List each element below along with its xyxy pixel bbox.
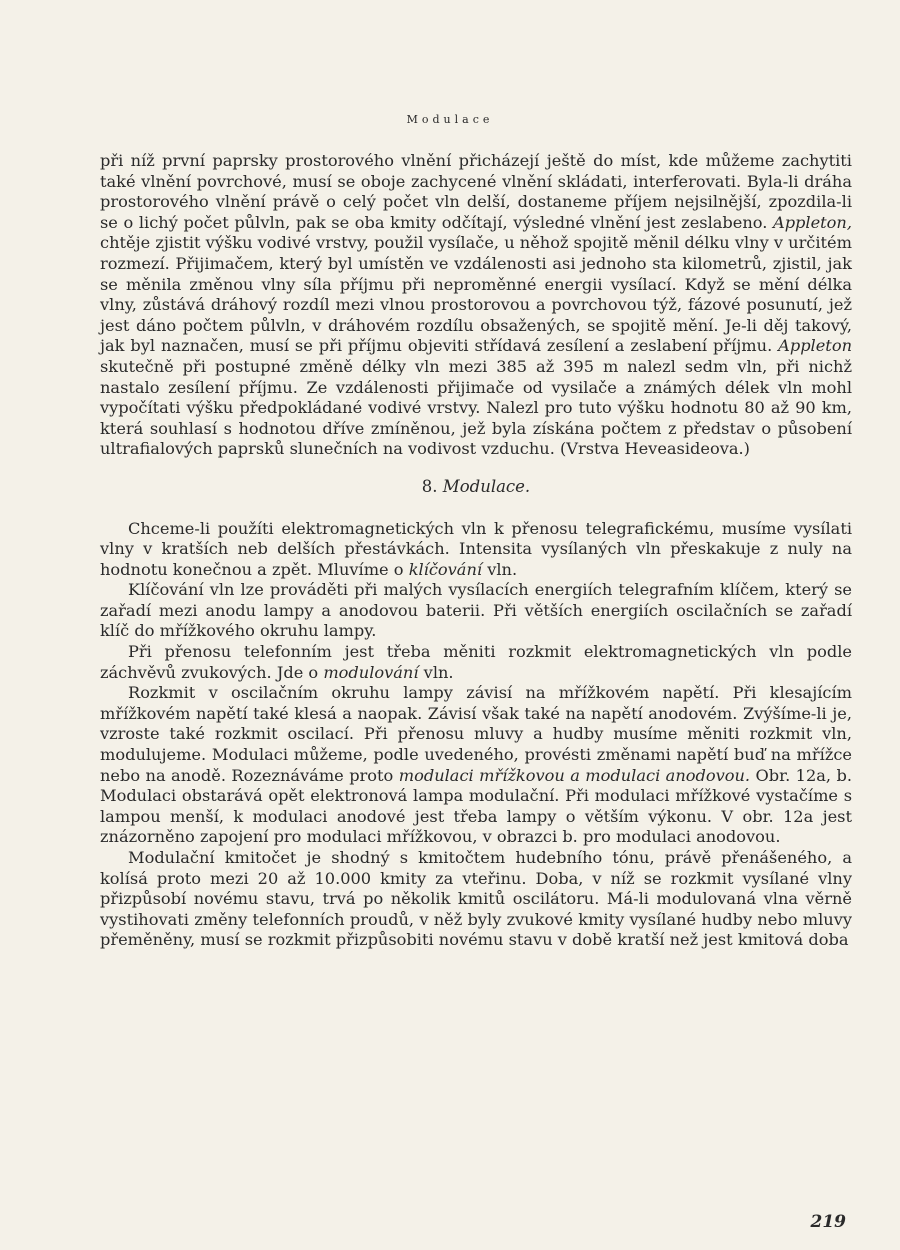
text-run: Rozkmit v oscilačním okruhu lampy závisí na mřížkovém napětí. Při klesajícím mřížkovém napětí také klesá a naopak. Závisí však také na napětí anodovém. Zvýšíme-li je, vzroste také rozkmit oscilací. Při přenosu mluvy a hudby musíme měniti rozkmit vln, modulujeme. Modulaci můžeme, podle uvedeného, provésti změnami napětí buď na mřížce nebo na anodě. Rozeznáváme proto [100,683,852,785]
section-title: Modulace. [442,476,531,496]
paragraph [100,848,852,951]
paragraph [100,642,852,683]
paragraph [100,683,852,848]
text-before-section [100,151,852,460]
italic-text: modulaci mřížkovou a modulaci anodovou. [398,765,751,785]
text-run: Obr. 12a, b. Modulaci obstarává opět elektronová lampa modulační. Při modulaci mřížkové vystačíme s lampou menší, k modulaci anodové jest třeba lampy o větším výkonu. V obr. 12a jest znázorněno zapojení pro modulaci mřížkovou, v obrazci b. pro modulaci anodovou. [100,765,853,847]
paragraph [100,580,852,642]
italic-text: Appleton [778,336,852,356]
section-heading [100,477,852,498]
text-run: vln. [418,662,454,682]
text-run: vln. [482,559,518,579]
body-text [100,151,852,951]
italic-text: modulování [323,662,419,682]
paragraph [100,519,852,581]
text-run: při níž první paprsky prostorového vlnění přicházejí ještě do míst, kde můžeme zachytiti také vlnění povrchové, musí se oboje zachycené vlnění skládati, interferovati. Byla-li dráha prostorového vlnění právě o celý počet vln delší, dostaneme příjem nejsilnější, zpozdila-li se o lichý počet půlvln, pak se oba kmity odčítají, výsledné vlnění jest zeslabeno. [100,151,852,232]
text-run: Klíčování vln lze prováděti při malých vysílacích energiích telegrafním klíčem, který se zařadí mezi anodu lampy a anodovou baterii. Při větších energiích oscilačních se zařadí klíč do mřížkového okruhu lampy. [100,580,852,641]
text-after-section [100,519,852,951]
section-number: 8. [421,476,438,496]
running-head: Modulace [406,113,494,126]
italic-text: Appleton, [773,212,852,232]
text-run: Modulační kmitočet je shodný s kmitočtem hudebního tónu, právě přenášeného, a kolísá proto mezi 20 až 10.000 kmity za vteřinu. Doba, v níž se rozkmit vysílané vlny přizpůsobí novému stavu, trvá po několik kmitů oscilátoru. Má-li modulovaná vlna věrně vystihovati změny telefonních proudů, v něž byly zvukové kmity vysílané hudby nebo mluvy přeměněny, musí se rozkmit přizpůsobiti novému stavu v době kratší než jest kmitová doba [100,848,852,950]
text-run: chtěje zjistit výšku vodivé vrstvy, použil vysílače, u něhož spojitě měnil délku vlny v určitém rozmezí. Přijimačem, který byl umístěn ve vzdálenosti asi jednoho sta kilometrů, zjistil, jak se měnila změnou vlny síla příjmu při neproměnné energii vysílací. Když se mění délka vlny, zůstává dráhový rozdíl mezi vlnou prostorovou a povrchovou týž, fázové posunutí, jež jest dáno počtem půlvln, v dráhovém rozdílu obsažených, se spojitě mění. Je-li děj takový, jak byl naznačen, musí se při příjmu objeviti střídavá zesílení a zeslabení příjmu. [100,233,852,356]
text-run: Při přenosu telefonním jest třeba měniti rozkmit elektromagnetických vln podle záchvěvů zvukových. Jde o [100,642,852,682]
italic-text: klíčování [408,559,483,579]
text-run: Chceme-li použíti elektromagnetických vln k přenosu telegrafickému, musíme vysílati vlny v kratších neb delších přestávkách. Intensita vysílaných vln přeskakuje z nuly na hodnotu konečnou a zpět. Mluvíme o [100,518,852,579]
text-run: skutečně při postupné změně délky vln mezi 385 až 395 m nalezl sedm vln, při nichž nastalo zesílení příjmu. Ze vzdálenosti přijimače od vysilače a známých délek vln mohl vypočítati výšku předpokládané vodivé vrstvy. Nalezl pro tuto výšku hodnotu 80 až 90 km, která souhlasí s hodnotou dříve zmíněnou, jež byla získána počtem z představ o působení ultrafialových paprsků slunečních na vodivost vzduchu. (Vrstva Heveasideova.) [100,356,852,459]
page-number: 219 [810,1212,846,1232]
paragraph [100,151,852,460]
